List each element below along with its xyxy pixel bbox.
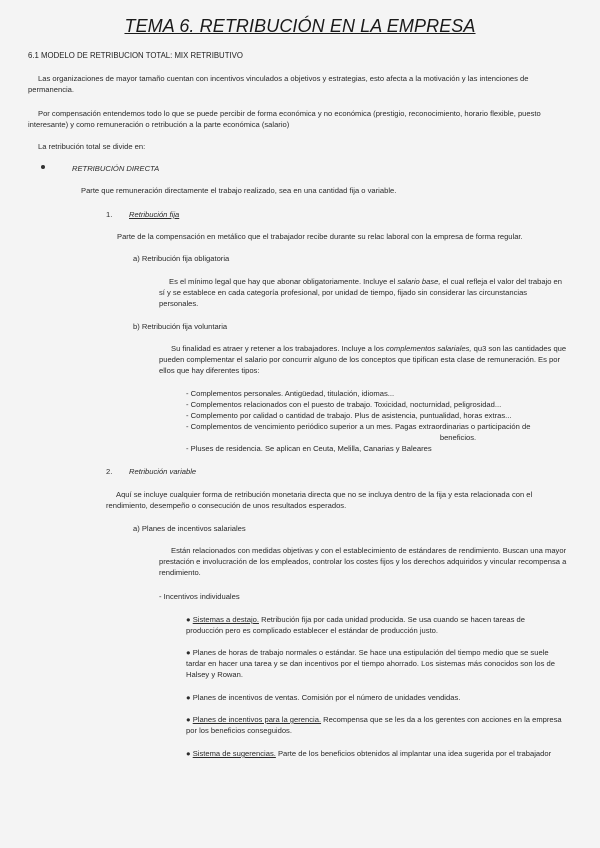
individual-incentives-heading: - Incentivos individuales	[159, 592, 240, 601]
incentive-item	[186, 647, 562, 680]
bullet-icon	[41, 165, 45, 169]
item-title: Sistema de sugerencias.	[192, 749, 276, 758]
incentive-item	[186, 692, 562, 703]
compensation-definition: entendemos todo lo que se puede percibir de forma económica y no económica (prestigio, reconocimiento, horario flexible, puesto interesante) y	[28, 109, 541, 129]
complements-term: complementos salariales,	[385, 344, 472, 353]
remuneration-term: como remuneración	[76, 120, 144, 129]
item-text: Plus de asistencia, puntualidad, horas extras...	[352, 411, 512, 420]
bullet-icon: ●	[186, 715, 193, 724]
list-item	[186, 443, 570, 454]
item-text: Se aplican en Ceuta, Melilla, Canarias y Baleares	[262, 444, 432, 453]
variable-number: 2.	[106, 467, 113, 476]
bullet-icon: ●	[186, 615, 193, 624]
item-title: Planes de horas de trabajo normales o estándar.	[192, 648, 357, 657]
item-title: - Pluses de residencia.	[186, 444, 263, 453]
item-title: - Complementos relacionados con el puesto de trabajo.	[186, 400, 373, 409]
voluntary-heading: b) Retribución fija voluntaria	[133, 322, 228, 331]
section-heading: 6.1 MODELO DE RETRIBUCION TOTAL: MIX RETRIBUTIVO	[28, 51, 243, 60]
incentive-plans-desc: Están relacionados con medidas objetivas y con el establecimiento de estándares de rendimiento. Buscan una mayor prestación e involucración de los empleados, controlar los costes fijos y los derechos adquiridos y vincular recompensa a rendimiento.	[159, 546, 567, 577]
list-item	[186, 399, 570, 410]
list-item	[186, 410, 570, 421]
direct-retribution-heading: RETRIBUCIÓN DIRECTA	[72, 164, 160, 173]
incentive-item	[186, 614, 562, 636]
list-item	[186, 388, 570, 399]
item-text: Retribución fija por cada unidad producida. Se usa cuando se hacen tareas de producción pero es complicado establecer el estándar de producción justo.	[186, 615, 525, 635]
item-text: Recompensa que se les da a los gerentes con acciones en la empresa por los beneficios conseguidos.	[186, 715, 562, 735]
item-title: Planes de incentivos para la gerencia.	[192, 715, 322, 724]
mandatory-paragraph	[159, 276, 565, 309]
list-item-continuation	[186, 432, 570, 443]
item-title: - Complementos de vencimiento periódico superior a un mes.	[186, 422, 393, 431]
variable-retribution-heading: Retribución variable	[129, 467, 197, 476]
bullet-icon: ●	[186, 749, 193, 758]
direct-retribution-desc: Parte que remuneración directamente el trabajo realizado, sea en una cantidad fija o variable.	[81, 186, 397, 195]
page-title: TEMA 6. RETRIBUCIÓN EN LA EMPRESA	[124, 16, 476, 36]
item-text: Antigüedad, titulación, idiomas...	[283, 389, 395, 398]
remuneration-definition: o retribución a la parte económica (salario)	[143, 120, 290, 129]
fixed-number: 1.	[106, 210, 113, 219]
mandatory-heading: a) Retribución fija obligatoria	[133, 254, 230, 263]
intro-paragraph-1: Las organizaciones de mayor tamaño cuentan con incentivos vinculados a objetivos y estrategias, esto afecta a la motivación y las intenciones de permanencia.	[28, 74, 529, 94]
item-title: - Complementos personales.	[186, 389, 284, 398]
fixed-retribution-desc: Parte de la compensación en metálico que el trabajador recibe durante su relac laboral con la empresa de forma regular.	[117, 232, 523, 241]
item-text: Comisión por el número de unidades vendidas.	[299, 693, 461, 702]
variable-retribution-desc: Aquí se incluye cualquier forma de retribución monetaria directa que no se incluya dentro de la fija y esta relacionada con el rendimiento, desempeño o consecución de unos resultados esperados.	[106, 490, 533, 510]
item-title: Sistemas a destajo.	[192, 615, 259, 624]
item-text: beneficios.	[439, 433, 477, 442]
bullet-icon: ●	[186, 648, 193, 657]
voluntary-text-a: Su finalidad es atraer y retener a los trabajadores. Incluye a los	[171, 344, 386, 353]
item-title: - Complemento por calidad o cantidad de trabajo.	[186, 411, 353, 420]
mandatory-text-a: Es el mínimo legal que hay que abonar obligatoriamente. Incluye el	[169, 277, 398, 286]
item-text: Toxicidad, nocturnidad, peligrosidad...	[372, 400, 502, 409]
item-text: Pagas extraordinarias o participación de	[392, 422, 531, 431]
incentive-item	[186, 748, 562, 759]
voluntary-text-c: qu3 son las cantidades que pueden complementar el salario por concurrir alguno de los conceptos que tipifican esta clase de remuneración. Es por ellos que hay diferentes tipos:	[159, 344, 567, 375]
incentive-item	[186, 714, 562, 736]
item-text: Parte de los beneficios obtenidos al implantar una idea sugerida por el trabajador	[275, 749, 552, 758]
intro-paragraph-2	[28, 108, 576, 130]
voluntary-paragraph	[159, 343, 567, 376]
complements-list	[186, 388, 570, 454]
list-item	[186, 421, 570, 432]
item-text: Se hace una estipulación del tiempo medio que se suele tardar en hacer una tarea y se dan incentivos por el tiempo ahorrado. Los sistemas más conocidos son los de Halsey y Rowan.	[186, 648, 555, 679]
item-title: Planes de incentivos de ventas.	[192, 693, 300, 702]
fixed-retribution-heading: Retribución fija	[129, 210, 180, 219]
compensation-term: Por compensación	[38, 109, 101, 118]
base-salary-term: salario base,	[397, 277, 441, 286]
mandatory-text-c: el cual refleja el valor del trabajo en sí y se establece en cada categoría profesional, por unidad de tiempo, fijado sin considerar las circunstancias personales.	[159, 277, 563, 308]
total-division-text: La retribución total se divide en:	[38, 142, 146, 151]
incentive-plans-heading: a) Planes de incentivos salariales	[133, 524, 246, 533]
bullet-icon: ●	[186, 693, 193, 702]
